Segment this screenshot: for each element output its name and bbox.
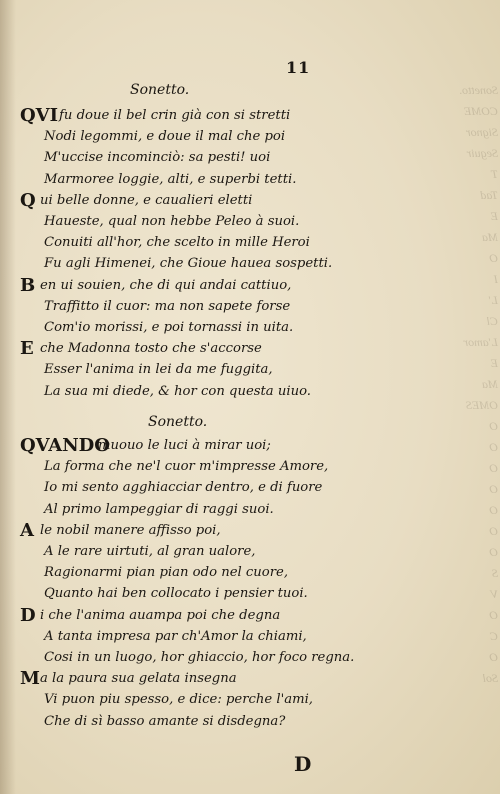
show-through-word: Tad (480, 188, 498, 202)
initial-capital: Q (20, 189, 36, 211)
binding-shadow (0, 0, 16, 794)
verse-text: Nodi legommi, e doue il mal che poi (44, 129, 286, 145)
verse-text: Esser l'anima in lei da me fuggita, (44, 362, 273, 378)
verse-text: Ragionarmi pian pian odo nel cuore, (44, 565, 289, 581)
show-through-word: O (489, 419, 498, 433)
show-through-word: O (489, 608, 498, 622)
signature-mark: D (294, 752, 312, 776)
initial-capital: QVI (20, 105, 59, 126)
show-through-word: Cl (486, 314, 498, 328)
show-through-word: L' (488, 293, 498, 307)
verse-text: Com'io morissi, e poi tornassi in uita. (44, 320, 294, 335)
show-through-word: OMES (466, 398, 498, 412)
show-through-word: O (489, 503, 498, 517)
show-through-word: Ma (482, 377, 498, 391)
verse-text: Vi puon piu spesso, e dice: perche l'ami, (44, 692, 314, 708)
show-through-word: O (489, 440, 498, 454)
show-through-text (318, 80, 498, 689)
show-through-word: Ma (482, 230, 498, 244)
show-through-word: O (489, 524, 498, 538)
verse-text: fu doue il bel crin già con si stretti (59, 108, 291, 123)
initial-capital: B (20, 274, 36, 296)
show-through-word: C (489, 629, 498, 643)
sonnet-1-heading: Sonetto. (130, 82, 190, 98)
verse-text: A tanta impresa par ch'Amor la chiami, (44, 628, 307, 644)
verse-text: che Madonna tosto che s'accorse (40, 341, 262, 357)
verse-text: ui belle donne, e caualieri eletti (40, 192, 253, 208)
verse-text: muouo le luci à mirar uoi; (98, 438, 271, 453)
show-through-word: O (489, 251, 498, 265)
initial-capital: QVANDO (20, 435, 110, 456)
initial-capital: E (20, 338, 34, 360)
verse-text: Marmoree loggie, alti, e superbi tetti. (44, 171, 297, 187)
verse-text: Io mi sento agghiacciar dentro, e di fuore (44, 480, 323, 496)
show-through-word: S (492, 566, 498, 580)
show-through-word: T (491, 167, 498, 181)
initial-capital: D (20, 604, 36, 626)
verse-text: La sua mi diede, & hor con questa uiuo. (44, 383, 311, 399)
show-through-word: O (489, 650, 498, 664)
verse-text: Che di sì basso amante si disdegna? (44, 713, 286, 729)
show-through-word: Sol (482, 671, 498, 685)
verse-text: M'uccise incominciò: sa pesti! uoi (44, 150, 271, 166)
verse-text: Quanto hai ben collocato i pensier tuoi. (44, 586, 308, 602)
initial-capital: A (20, 519, 34, 541)
verse-text: a la paura sua gelata insegna (40, 671, 237, 687)
show-through-word: E (490, 209, 498, 223)
verse-text: Cosi in un luogo, hor ghiaccio, hor foco regna. (44, 650, 355, 665)
verse-text: Al primo lampeggiar di raggi suoi. (44, 501, 274, 517)
show-through-word: O (489, 461, 498, 475)
page-number: 11 (286, 58, 311, 77)
verse-text: en ui souien, che di qui andai cattiuo, (40, 277, 292, 293)
show-through-word: O (489, 482, 498, 496)
show-through-word: COME (464, 104, 498, 118)
verse-text: Traffitto il cuor: ma non sapete forse (44, 298, 291, 314)
verse-text: A le rare uirtuti, al gran ualore, (44, 544, 256, 559)
initial-capital: M (20, 668, 40, 690)
verse-text: le nobil manere affisso poi, (40, 522, 221, 538)
show-through-word: L'amor (463, 335, 498, 349)
show-through-word: I (494, 272, 498, 286)
show-through-word: O (489, 545, 498, 559)
verse-text: Fu agli Himenei, che Gioue hauea sospetti. (44, 256, 333, 272)
sonnet-2-heading: Sonetto. (148, 414, 208, 430)
show-through-word: Seguir (466, 146, 498, 160)
verse-text: i che l'anima auampa poi che degna (40, 607, 281, 623)
show-through-word: Signor (465, 125, 498, 139)
show-through-word: E (490, 356, 498, 370)
verse-text: La forma che ne'l cuor m'impresse Amore, (44, 459, 329, 475)
show-through-word: V (490, 587, 498, 601)
verse-text: Conuiti all'hor, che scelto in mille Heroi (44, 235, 310, 251)
show-through-word: Sonetto. (459, 83, 498, 97)
verse-text: Haueste, qual non hebbe Peleo à suoi. (44, 214, 300, 229)
